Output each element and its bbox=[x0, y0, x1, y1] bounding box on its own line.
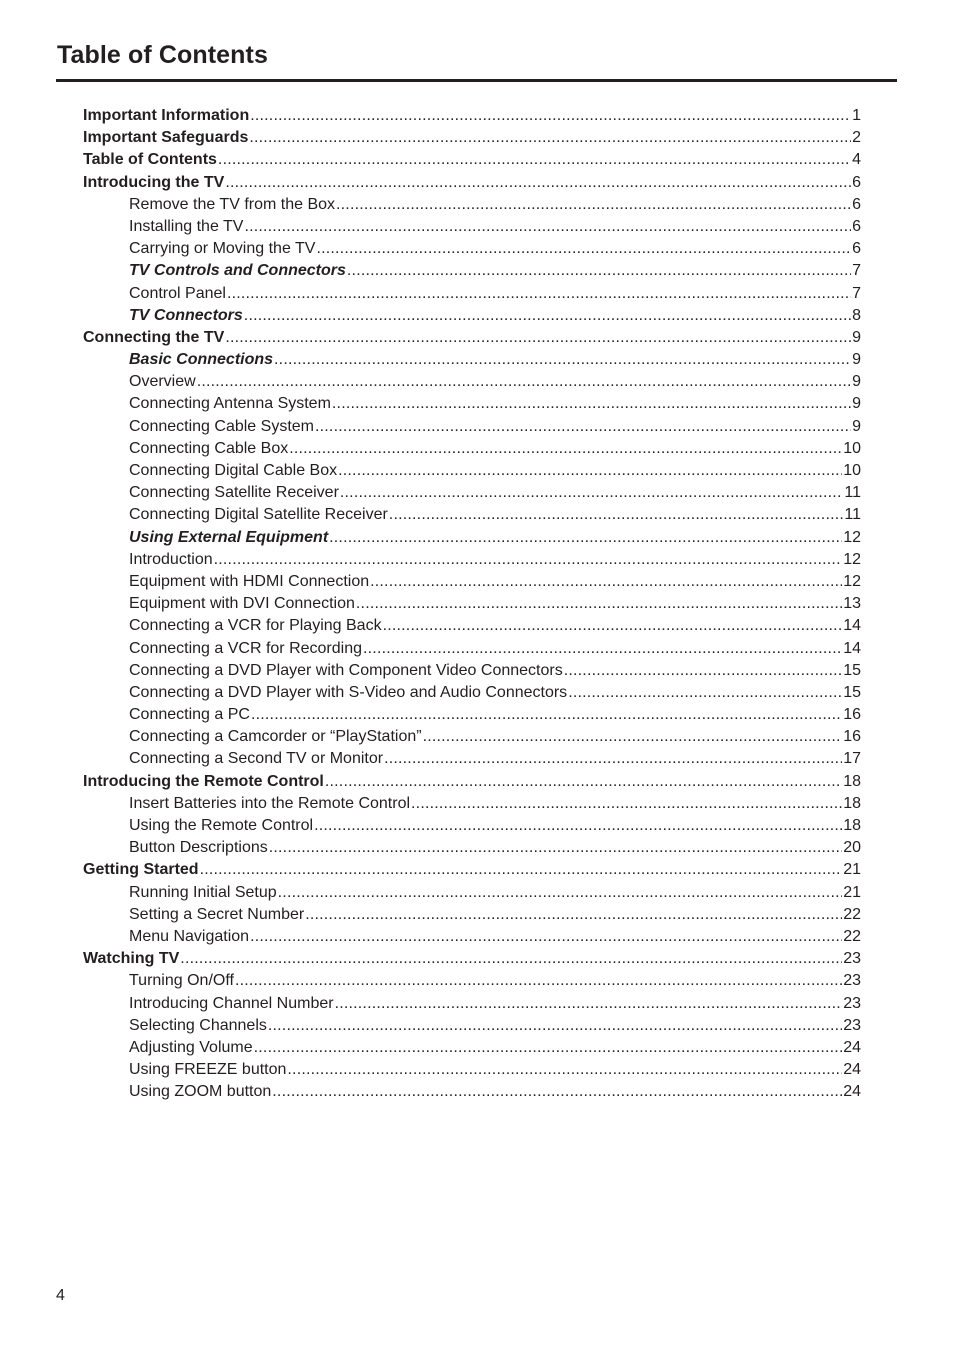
toc-dot-leader bbox=[329, 527, 842, 549]
toc-entry-title: Connecting Satellite Receiver bbox=[129, 484, 339, 502]
toc-entry[interactable] bbox=[83, 127, 861, 149]
toc-entry-title: Overview bbox=[129, 373, 196, 391]
toc-entry-title: Connecting a Second TV or Monitor bbox=[129, 750, 384, 768]
toc-entry-title: Button Descriptions bbox=[129, 839, 268, 857]
toc-entry[interactable] bbox=[83, 283, 861, 305]
toc-entry[interactable] bbox=[83, 305, 861, 327]
toc-entry-page: 14 bbox=[843, 617, 861, 635]
toc-entry-page: 15 bbox=[843, 683, 861, 701]
toc-entry-title: Important Information bbox=[83, 107, 250, 124]
toc-entry-title: Insert Batteries into the Remote Control bbox=[129, 794, 411, 812]
toc-entry-page: 6 bbox=[852, 240, 861, 258]
toc-entry-title: Selecting Channels bbox=[129, 1016, 267, 1034]
toc-entry-title: Connecting a VCR for Playing Back bbox=[129, 617, 382, 635]
toc-entry[interactable] bbox=[83, 704, 861, 726]
toc-entry-page: 24 bbox=[843, 1083, 861, 1101]
toc-dot-leader bbox=[235, 970, 842, 992]
toc-entry-title: Connecting a DVD Player with Component Video Connectors bbox=[129, 661, 563, 679]
toc-dot-leader bbox=[340, 482, 844, 504]
toc-entry[interactable] bbox=[83, 216, 861, 238]
toc-entry-title: Connecting a Camcorder or “PlayStation” bbox=[129, 728, 422, 746]
toc-entry-title: Adjusting Volume bbox=[129, 1038, 253, 1056]
toc-entry-page: 17 bbox=[843, 750, 861, 768]
toc-entry[interactable] bbox=[83, 837, 861, 859]
toc-entry-page: 13 bbox=[843, 595, 861, 613]
toc-dot-leader bbox=[314, 815, 842, 837]
toc-entry[interactable] bbox=[83, 1037, 861, 1059]
toc-entry-title: Setting a Secret Number bbox=[129, 905, 305, 923]
toc-entry-page: 11 bbox=[844, 506, 861, 524]
toc-dot-leader bbox=[336, 194, 851, 216]
toc-entry[interactable] bbox=[83, 349, 861, 371]
toc-entry-title: TV Connectors bbox=[129, 306, 243, 324]
toc-dot-leader bbox=[200, 859, 843, 881]
toc-entry[interactable] bbox=[83, 393, 861, 415]
toc-dot-leader bbox=[278, 882, 843, 904]
toc-entry-title: Table of Contents bbox=[83, 151, 217, 169]
toc-dot-leader bbox=[347, 260, 851, 282]
toc-dot-leader bbox=[332, 393, 851, 415]
toc-entry-title: Connecting a VCR for Recording bbox=[129, 639, 363, 657]
toc-entry[interactable] bbox=[83, 194, 861, 216]
toc-entry-title: Basic Connections bbox=[129, 351, 274, 369]
toc-entry[interactable] bbox=[83, 260, 861, 282]
toc-entry[interactable] bbox=[83, 993, 861, 1015]
toc-entry[interactable] bbox=[83, 460, 861, 482]
toc-entry-page: 2 bbox=[852, 129, 861, 147]
toc-entry-page: 9 bbox=[852, 417, 861, 435]
toc-dot-leader bbox=[315, 416, 851, 438]
toc-dot-leader bbox=[335, 993, 843, 1015]
toc-entry-title: Connecting Digital Satellite Receiver bbox=[129, 506, 388, 524]
toc-dot-leader bbox=[269, 837, 842, 859]
toc-entry[interactable] bbox=[83, 593, 861, 615]
toc-entry-title: Installing the TV bbox=[129, 217, 244, 235]
toc-dot-leader bbox=[227, 283, 851, 305]
toc-entry-title: Introducing the TV bbox=[83, 173, 225, 191]
toc-entry-page: 18 bbox=[843, 794, 861, 812]
toc-dot-leader bbox=[389, 504, 844, 526]
toc-entry-page: 21 bbox=[843, 883, 861, 901]
toc-entry-page: 7 bbox=[852, 284, 861, 302]
toc-entry[interactable] bbox=[83, 527, 861, 549]
toc-dot-leader bbox=[225, 327, 851, 349]
toc-entry-title: Turning On/Off bbox=[129, 972, 234, 990]
toc-entry-title: Using ZOOM button bbox=[129, 1083, 272, 1101]
page-number: 4 bbox=[56, 1287, 65, 1304]
toc-entry[interactable] bbox=[83, 438, 861, 460]
toc-dot-leader bbox=[287, 1059, 842, 1081]
toc-entry-title: Control Panel bbox=[129, 284, 226, 302]
toc-entry-page: 12 bbox=[843, 572, 861, 590]
toc-dot-leader bbox=[254, 1037, 843, 1059]
toc-dot-leader bbox=[251, 704, 842, 726]
toc-entry[interactable] bbox=[83, 771, 861, 793]
toc-entry-title: Carrying or Moving the TV bbox=[129, 240, 316, 258]
toc-entry-title: Connecting Cable System bbox=[129, 417, 314, 435]
toc-dot-leader bbox=[244, 305, 851, 327]
toc-dot-leader bbox=[384, 748, 842, 770]
toc-entry[interactable] bbox=[83, 859, 861, 881]
toc-entry-title: Getting Started bbox=[83, 861, 199, 879]
toc-entry-page: 9 bbox=[852, 328, 861, 346]
toc-dot-leader bbox=[268, 1015, 842, 1037]
toc-dot-leader bbox=[305, 904, 842, 926]
page-title: Table of Contents bbox=[57, 41, 268, 69]
toc-entry-page: 16 bbox=[843, 706, 861, 724]
toc-entry[interactable] bbox=[83, 748, 861, 770]
toc-entry[interactable] bbox=[83, 371, 861, 393]
toc-entry-title: Introduction bbox=[129, 550, 213, 568]
toc-entry-page: 23 bbox=[843, 994, 861, 1012]
toc-entry-title: Using the Remote Control bbox=[129, 817, 314, 834]
toc-dot-leader bbox=[214, 549, 843, 571]
toc-entry-title: Introducing the Remote Control bbox=[83, 772, 324, 790]
toc-entry-page: 9 bbox=[852, 351, 861, 369]
toc-entry-title: TV Controls and Connectors bbox=[129, 262, 346, 280]
toc-entry-page: 23 bbox=[843, 950, 861, 968]
toc-entry-title: Watching TV bbox=[83, 950, 180, 968]
toc-dot-leader bbox=[197, 371, 851, 393]
toc-entry[interactable] bbox=[83, 172, 861, 194]
toc-entry-page: 15 bbox=[843, 661, 861, 679]
toc-entry[interactable] bbox=[83, 815, 861, 837]
toc-entry-page: 20 bbox=[843, 839, 861, 857]
toc-entry[interactable] bbox=[83, 549, 861, 571]
toc-entry-title: Important Safeguards bbox=[83, 129, 249, 147]
toc-entry-title: Remove the TV from the Box bbox=[129, 195, 336, 213]
toc-entry-page: 6 bbox=[852, 195, 861, 213]
toc-entry[interactable] bbox=[83, 416, 861, 438]
toc-entry-page: 10 bbox=[843, 462, 861, 479]
toc-entry-page: 18 bbox=[843, 772, 861, 790]
toc-entry[interactable] bbox=[83, 482, 861, 504]
toc-entry[interactable] bbox=[83, 726, 861, 748]
toc-dot-leader bbox=[250, 926, 842, 948]
toc-entry[interactable] bbox=[83, 615, 861, 637]
toc-dot-leader bbox=[272, 1081, 842, 1103]
toc-entry[interactable] bbox=[83, 904, 861, 926]
toc-entry[interactable] bbox=[83, 571, 861, 593]
toc-entry[interactable] bbox=[83, 948, 861, 970]
toc-entry-page: 14 bbox=[843, 639, 861, 657]
toc-entry-page: 1 bbox=[852, 107, 861, 124]
toc-dot-leader bbox=[218, 149, 851, 171]
toc-dot-leader bbox=[250, 105, 851, 127]
toc-entry[interactable] bbox=[83, 926, 861, 948]
toc-entry-title: Using FREEZE button bbox=[129, 1061, 287, 1079]
toc-dot-leader bbox=[249, 127, 851, 149]
toc-dot-leader bbox=[274, 349, 851, 371]
toc-entry[interactable] bbox=[83, 970, 861, 992]
toc-entry[interactable] bbox=[83, 1015, 861, 1037]
toc-entry-page: 4 bbox=[852, 151, 861, 169]
toc-entry-title: Connecting a DVD Player with S-Video and Audio Connectors bbox=[129, 683, 568, 701]
toc-entry[interactable] bbox=[83, 1059, 861, 1081]
toc-dot-leader bbox=[325, 771, 842, 793]
toc-entry-page: 23 bbox=[843, 1016, 861, 1034]
toc-entry[interactable] bbox=[83, 638, 861, 660]
toc-entry[interactable] bbox=[83, 793, 861, 815]
toc-entry[interactable] bbox=[83, 105, 861, 127]
toc-dot-leader bbox=[225, 172, 851, 194]
toc-entry[interactable] bbox=[83, 149, 861, 171]
toc-entry-page: 23 bbox=[843, 972, 861, 990]
toc-entry[interactable] bbox=[83, 660, 861, 682]
toc-entry-page: 18 bbox=[843, 817, 861, 834]
toc-dot-leader bbox=[411, 793, 842, 815]
toc-dot-leader bbox=[423, 726, 843, 748]
toc-entry-title: Running Initial Setup bbox=[129, 883, 277, 901]
toc-entry[interactable] bbox=[83, 327, 861, 349]
toc-entry-title: Equipment with DVI Connection bbox=[129, 595, 355, 613]
toc-entry[interactable] bbox=[83, 682, 861, 704]
toc-entry-title: Equipment with HDMI Connection bbox=[129, 572, 370, 590]
toc-entry-title: Using External Equipment bbox=[129, 528, 329, 546]
title-divider bbox=[56, 79, 897, 82]
table-of-contents bbox=[83, 105, 861, 1103]
toc-entry-title: Connecting Cable Box bbox=[129, 439, 289, 457]
toc-entry-page: 11 bbox=[844, 484, 861, 502]
toc-entry-page: 24 bbox=[843, 1038, 861, 1056]
toc-entry-title: Introducing Channel Number bbox=[129, 994, 334, 1012]
toc-entry[interactable] bbox=[83, 238, 861, 260]
toc-entry-title: Connecting the TV bbox=[83, 328, 225, 346]
toc-entry-title: Connecting Antenna System bbox=[129, 395, 331, 413]
toc-entry[interactable] bbox=[83, 1081, 861, 1103]
toc-dot-leader bbox=[244, 216, 851, 238]
toc-dot-leader bbox=[568, 682, 842, 704]
toc-entry-page: 8 bbox=[852, 306, 861, 324]
toc-entry-page: 7 bbox=[852, 262, 861, 280]
toc-entry-page: 22 bbox=[843, 927, 861, 945]
toc-entry-title: Menu Navigation bbox=[129, 927, 250, 945]
toc-entry-page: 22 bbox=[843, 905, 861, 923]
toc-entry-page: 12 bbox=[843, 528, 861, 546]
toc-dot-leader bbox=[316, 238, 851, 260]
toc-dot-leader bbox=[180, 948, 842, 970]
toc-entry-page: 21 bbox=[843, 861, 861, 879]
toc-dot-leader bbox=[370, 571, 842, 593]
toc-entry-page: 6 bbox=[852, 173, 861, 191]
toc-entry-page: 9 bbox=[852, 373, 861, 391]
toc-entry[interactable] bbox=[83, 504, 861, 526]
toc-entry-title: Connecting a PC bbox=[129, 706, 250, 724]
toc-entry-page: 9 bbox=[852, 395, 861, 413]
toc-entry-page: 24 bbox=[843, 1061, 861, 1079]
toc-dot-leader bbox=[356, 593, 842, 615]
toc-entry-title: Connecting Digital Cable Box bbox=[129, 462, 338, 479]
toc-entry-page: 16 bbox=[843, 728, 861, 746]
toc-entry-page: 12 bbox=[843, 550, 861, 568]
toc-entry-page: 6 bbox=[852, 217, 861, 235]
toc-entry-page: 10 bbox=[843, 439, 861, 457]
toc-entry[interactable] bbox=[83, 882, 861, 904]
toc-dot-leader bbox=[338, 460, 842, 482]
toc-dot-leader bbox=[363, 638, 842, 660]
toc-dot-leader bbox=[383, 615, 843, 637]
toc-dot-leader bbox=[289, 438, 842, 460]
toc-dot-leader bbox=[564, 660, 842, 682]
